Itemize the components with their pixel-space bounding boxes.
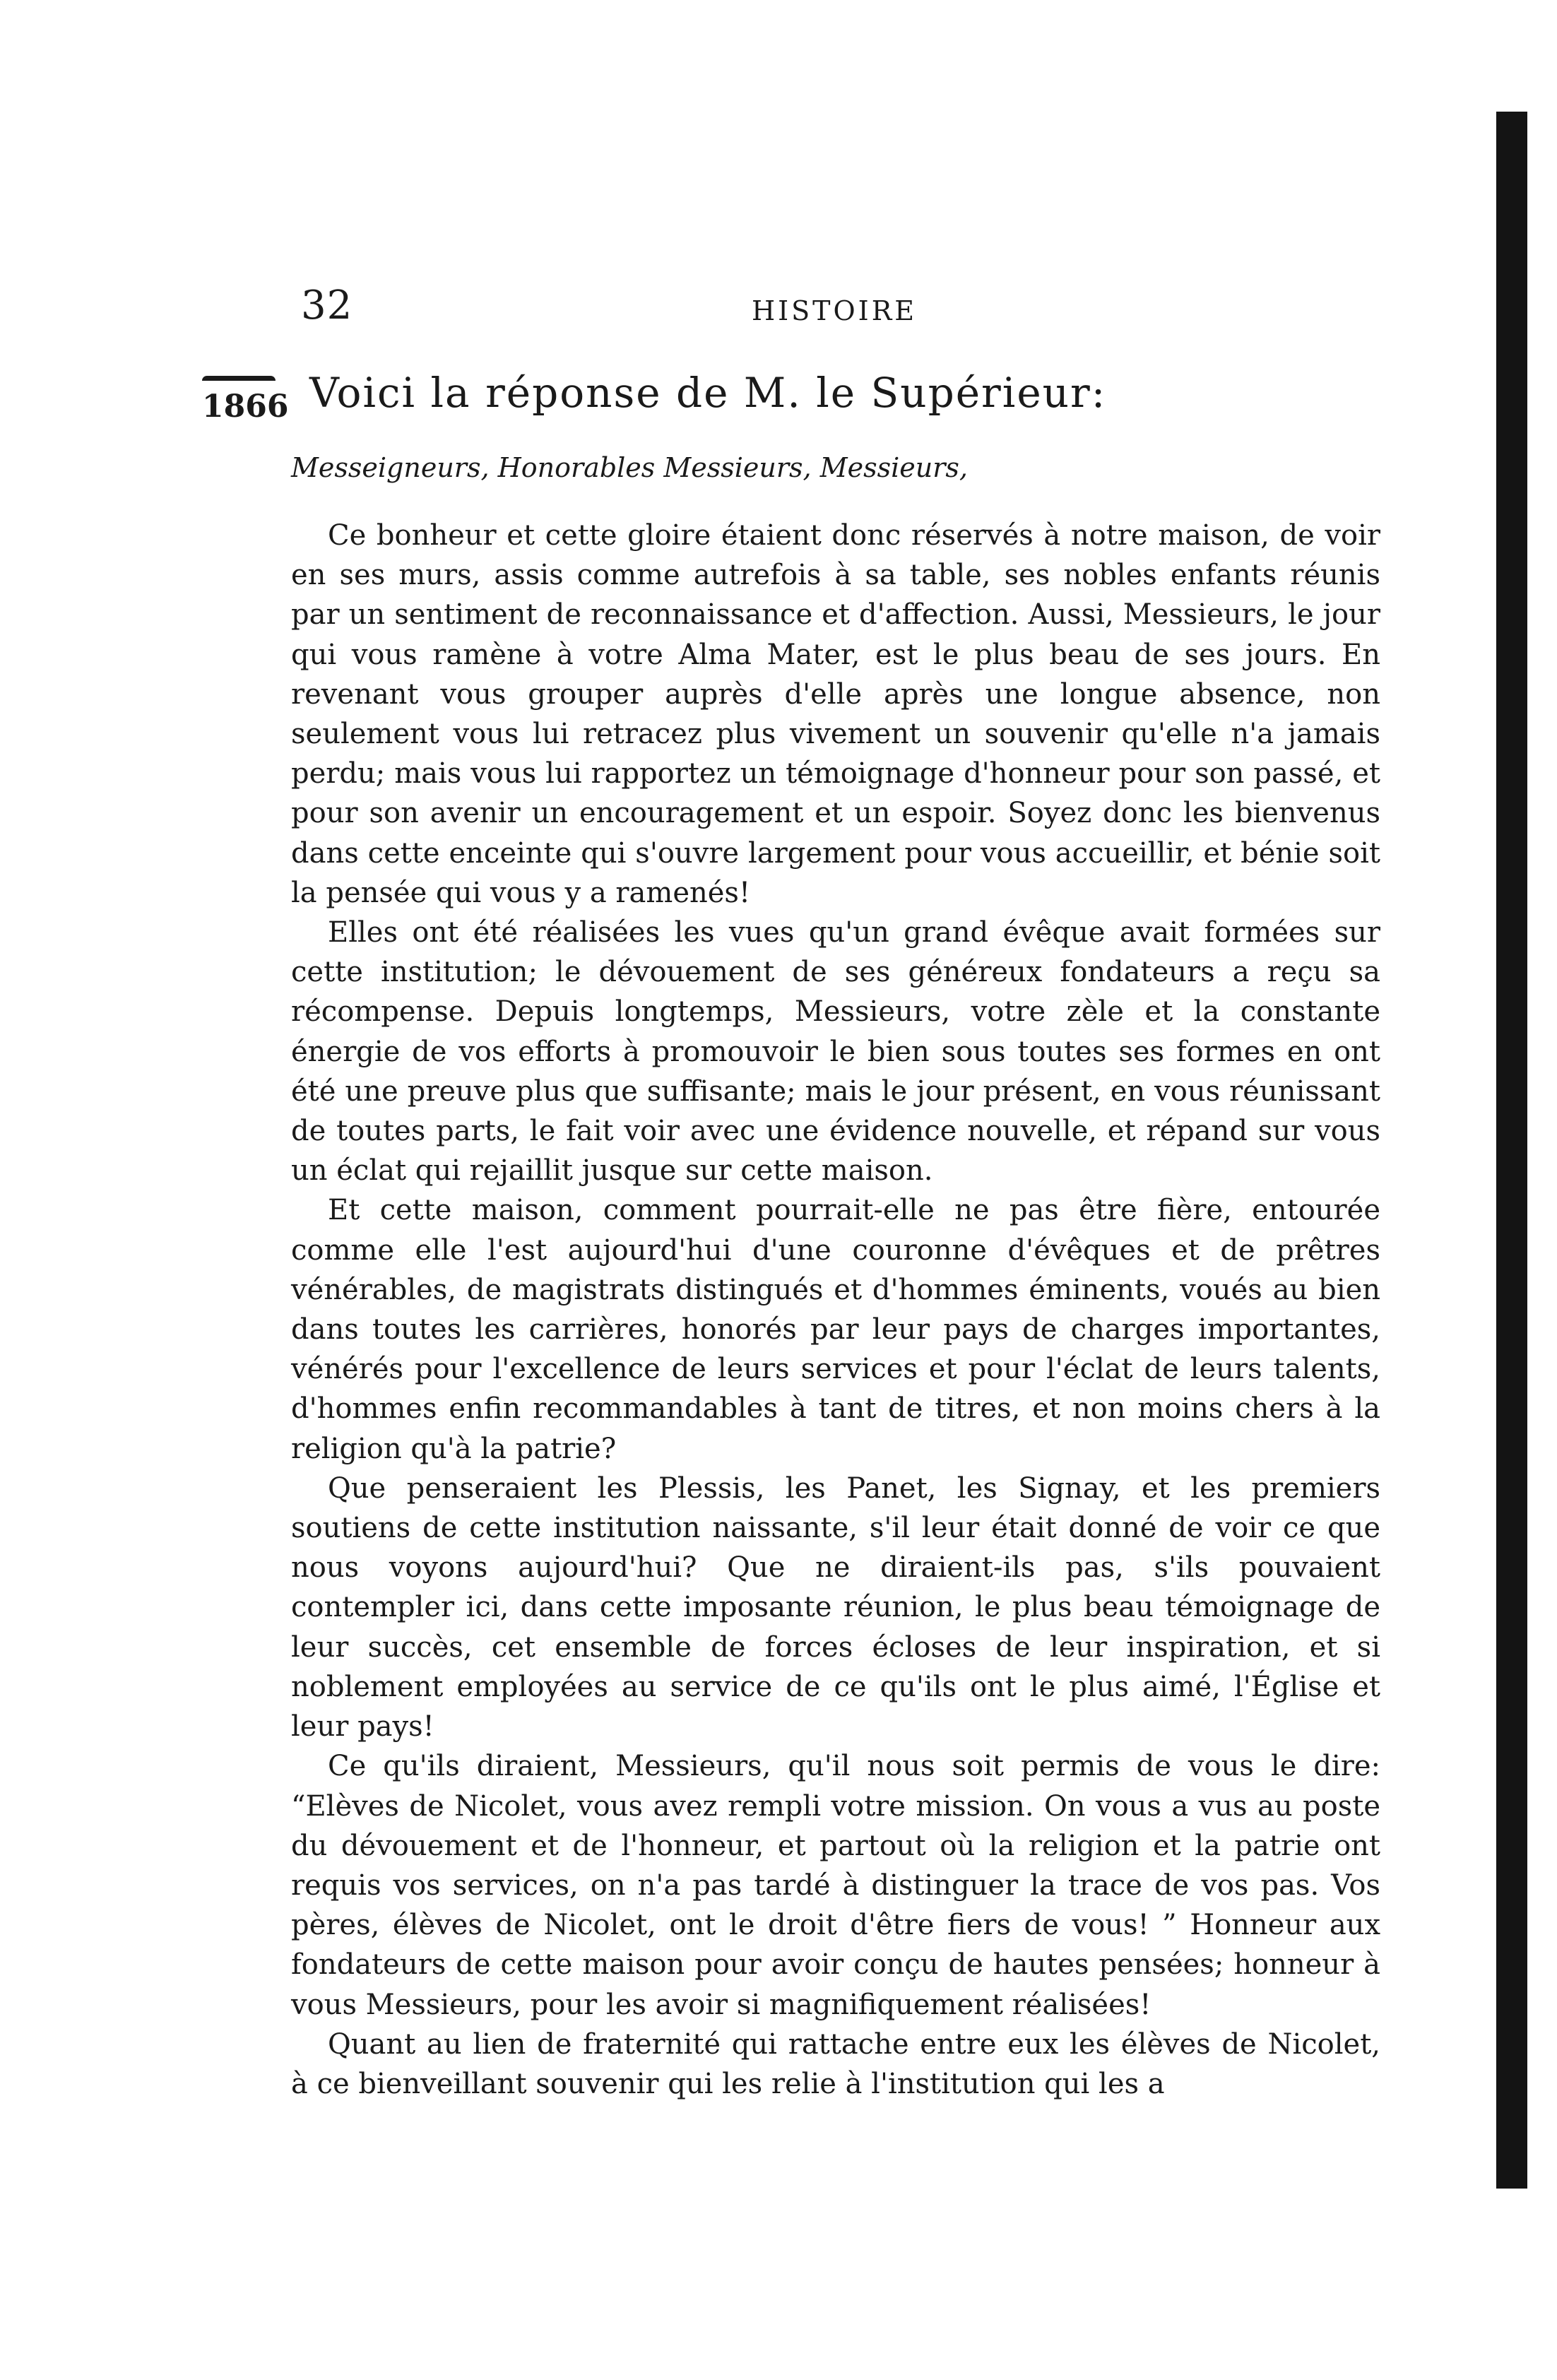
- running-head: HISTOIRE: [752, 295, 918, 326]
- paragraph-4: Que penseraient les Plessis, les Panet, les Signay, et les premiers soutiens de cette institution naissante, s'il leur était donné de voir ce que nous voyons aujourd'hui? Que ne diraient-ils pas, s'ils pouvaient contempler ici, dans cette imposante réunion, le plus beau témoignage de leur succès, cet ensemble de forces écloses de leur inspiration, et si noblement employées au service de ce qu'ils ont le plus aimé, l'Église et leur pays!: [291, 1472, 1380, 1743]
- salutation: Messeigneurs, Honorables Messieurs, Messieurs,: [291, 452, 968, 483]
- margin-year-rule: [202, 376, 276, 381]
- body-text: [291, 516, 1380, 2104]
- paragraph-6: Quant au lien de fraternité qui rattache entre eux les élèves de Nicolet, à ce bienveillant souvenir qui les relie à l'institution qui les a: [291, 2027, 1380, 2100]
- paragraph-1: Ce bonheur et cette gloire étaient donc réservés à notre maison, de voir en ses murs, assis comme autrefois à sa table, ses nobles enfants réunis par un sentiment de reconnaissance et d'affection. Aussi, Messieurs, le jour qui vous ramène à votre Alma Mater, est le plus beau de ses jours. En revenant vous grouper auprès d'elle après une longue absence, non seulement vous lui retracez plus vivement un souvenir qu'elle n'a jamais perdu; mais vous lui rapportez un témoignage d'honneur pour son passé, et pour son avenir un encouragement et un espoir. Soyez donc les bienvenus dans cette enceinte qui s'ouvre largement pour vous accueillir, et bénie soit la pensée qui vous y a ramenés!: [291, 519, 1380, 909]
- paragraph-2: Elles ont été réalisées les vues qu'un grand évêque avait formées sur cette institution; le dévouement de ses généreux fondateurs a reçu sa récompense. Depuis longtemps, Messieurs, votre zèle et la constante énergie de vos efforts à promouvoir le bien sous toutes ses formes en ont été une preuve plus que suffisante; mais le jour présent, en vous réunissant de toutes parts, le fait voir avec une évidence nouvelle, et répand sur vous un éclat qui rejaillit jusque sur cette maison.: [291, 916, 1380, 1188]
- margin-year: 1866: [202, 389, 289, 425]
- page-number: 32: [301, 283, 353, 328]
- paragraph-5: Ce qu'ils diraient, Messieurs, qu'il nous soit permis de vous le dire: “Elèves de Nicolet, vous avez rempli votre mission. On vous a vus au poste du dévouement et de l'honneur, et partout où la religion et la patrie ont requis vos services, on n'a pas tardé à distinguer la trace de vos pas. Vos pères, élèves de Nicolet, ont le droit d'être fiers de vous! ” Honneur aux fondateurs de cette maison pour avoir conçu de hautes pensées; honneur à vous Messieurs, pour les avoir si magnifiquement réalisées!: [291, 1750, 1380, 2021]
- intro-line: Voici la réponse de M. le Supérieur:: [309, 369, 1107, 417]
- page-edge-shadow: [1496, 112, 1527, 2189]
- paragraph-3: Et cette maison, comment pourrait-elle ne pas être fière, entourée comme elle l'est aujourd'hui d'une couronne d'évêques et de prêtres vénérables, de magistrats distingués et d'hommes éminents, voués au bien dans toutes les carrières, honorés par leur pays de charges importantes, vénérés pour l'excellence de leurs services et pour l'éclat de leurs talents, d'hommes enfin recommandables à tant de titres, et non moins chers à la religion qu'à la patrie?: [291, 1194, 1380, 1465]
